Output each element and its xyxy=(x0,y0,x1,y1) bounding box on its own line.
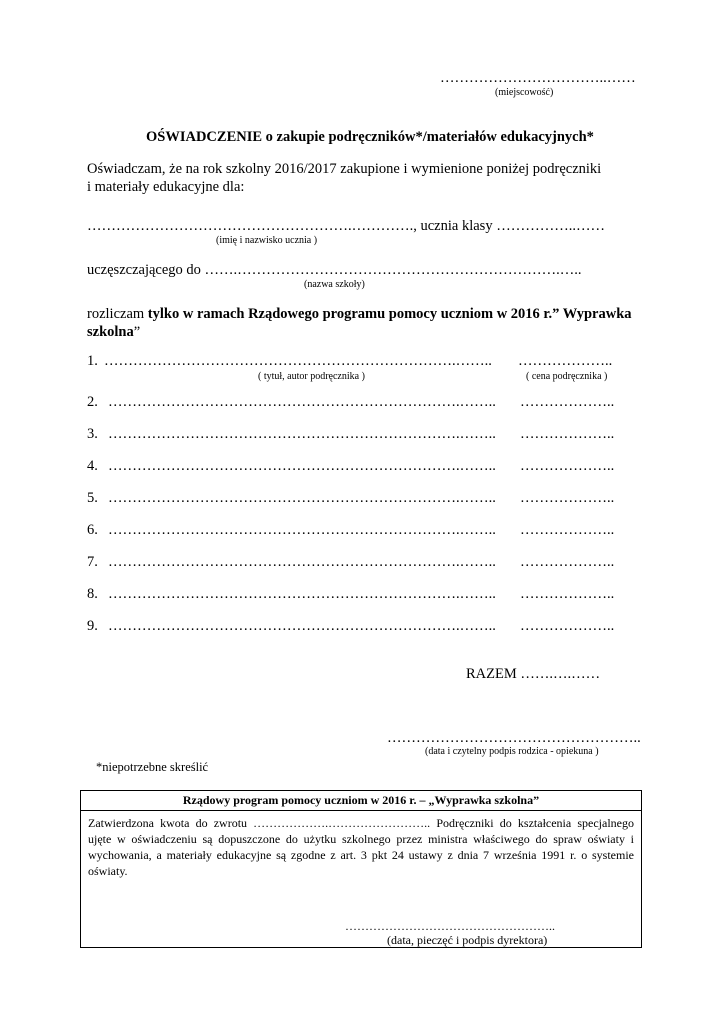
item-title-dots: ……………………………………………………………….…….. xyxy=(108,618,496,634)
document-title: OŚWIADCZENIE o zakupie podręczników*/materiałów edukacyjnych* xyxy=(146,129,594,145)
settlement-bold-2: szkolna xyxy=(87,324,134,340)
place-caption: (miejscowość) xyxy=(495,87,554,98)
item-price-dots: ……………….. xyxy=(518,353,613,369)
item-price-caption: ( cena podręcznika ) xyxy=(526,371,608,382)
item-number: 5. xyxy=(87,490,98,506)
item-number: 4. xyxy=(87,458,98,474)
settlement-bold-1: tylko w ramach Rządowego programu pomocy uczniom w 2016 r.” Wyprawka xyxy=(147,306,632,322)
item-number: 1. xyxy=(87,353,98,369)
item-price-dots: ……………….. xyxy=(520,490,615,506)
settlement-suffix: ” xyxy=(133,324,141,340)
item-price-dots: ……………….. xyxy=(520,522,615,538)
settlement-line-2 xyxy=(87,324,140,341)
item-title-dots: ……………………………………………………………….…….. xyxy=(108,458,496,474)
item-title-dots: ……………………………………………………………….…….. xyxy=(108,426,496,442)
program-box-text: Zatwierdzona kwota do zwrotu ……………….…………………….. Podręczniki do kształcenia specjalnego ujęte w oświadczeniu są dopuszczone do użytku szkolnego przez ministra właściwego do spraw oświaty i wychowania, a materiały edukacyjne są zgodne z art. 3 pkt 24 ustawy z dnia 7 września 1991 r. o systemie oświaty. xyxy=(88,816,634,878)
item-title-dots: ……………………………………………………………….…….. xyxy=(108,522,496,538)
item-title-dots: ……………………………………………………………….…….. xyxy=(104,353,492,369)
item-title-dots: ……………………………………………………………….…….. xyxy=(108,394,496,410)
student-line: ……………………………………………….…………., ucznia klasy ……………..…… xyxy=(87,218,605,234)
director-signature-caption: (data, pieczęć i podpis dyrektora) xyxy=(387,933,548,947)
student-caption: (imię i nazwisko ucznia ) xyxy=(216,235,318,246)
item-price-dots: ……………….. xyxy=(520,554,615,570)
item-price-dots: ……………….. xyxy=(520,618,615,634)
program-approval-box xyxy=(80,790,642,948)
item-number: 7. xyxy=(87,554,98,570)
school-caption: (nazwa szkoły) xyxy=(304,279,365,290)
parent-signature-caption: (data i czytelny podpis rodzica - opiekuna ) xyxy=(425,746,599,757)
place-dots: ……………………………..…… xyxy=(440,70,636,86)
item-price-dots: ……………….. xyxy=(520,458,615,474)
settlement-line-1 xyxy=(87,306,632,323)
item-number: 2. xyxy=(87,394,98,410)
item-title-dots: ……………………………………………………………….…….. xyxy=(108,586,496,602)
intro-line-1: Oświadczam, że na rok szkolny 2016/2017 zakupione i wymienione poniżej podręczniki xyxy=(87,161,602,177)
school-line: uczęszczającego do …….………………………………………………………….….. xyxy=(87,262,582,278)
program-box-title: Rządowy program pomocy uczniom w 2016 r. – „Wyprawka szkolna” xyxy=(182,793,540,807)
parent-signature-dots: …………………………………………….. xyxy=(387,730,641,746)
item-title-caption: ( tytuł, autor podręcznika ) xyxy=(258,371,365,382)
item-number: 6. xyxy=(87,522,98,538)
program-box-divider xyxy=(81,810,641,811)
item-price-dots: ……………….. xyxy=(520,586,615,602)
intro-line-2: i materiały edukacyjne dla: xyxy=(87,179,245,195)
item-title-dots: ……………………………………………………………….…….. xyxy=(108,490,496,506)
item-price-dots: ……………….. xyxy=(520,426,615,442)
item-number: 8. xyxy=(87,586,98,602)
item-title-dots: ……………………………………………………………….…….. xyxy=(108,554,496,570)
item-number: 3. xyxy=(87,426,98,442)
settlement-prefix: rozliczam xyxy=(87,306,148,322)
item-number: 9. xyxy=(87,618,98,634)
total-line: RAZEM …….….…… xyxy=(466,666,601,682)
footnote: *niepotrzebne skreślić xyxy=(96,760,209,774)
director-signature-dots: …………………………………………….. xyxy=(345,919,555,933)
item-price-dots: ……………….. xyxy=(520,394,615,410)
